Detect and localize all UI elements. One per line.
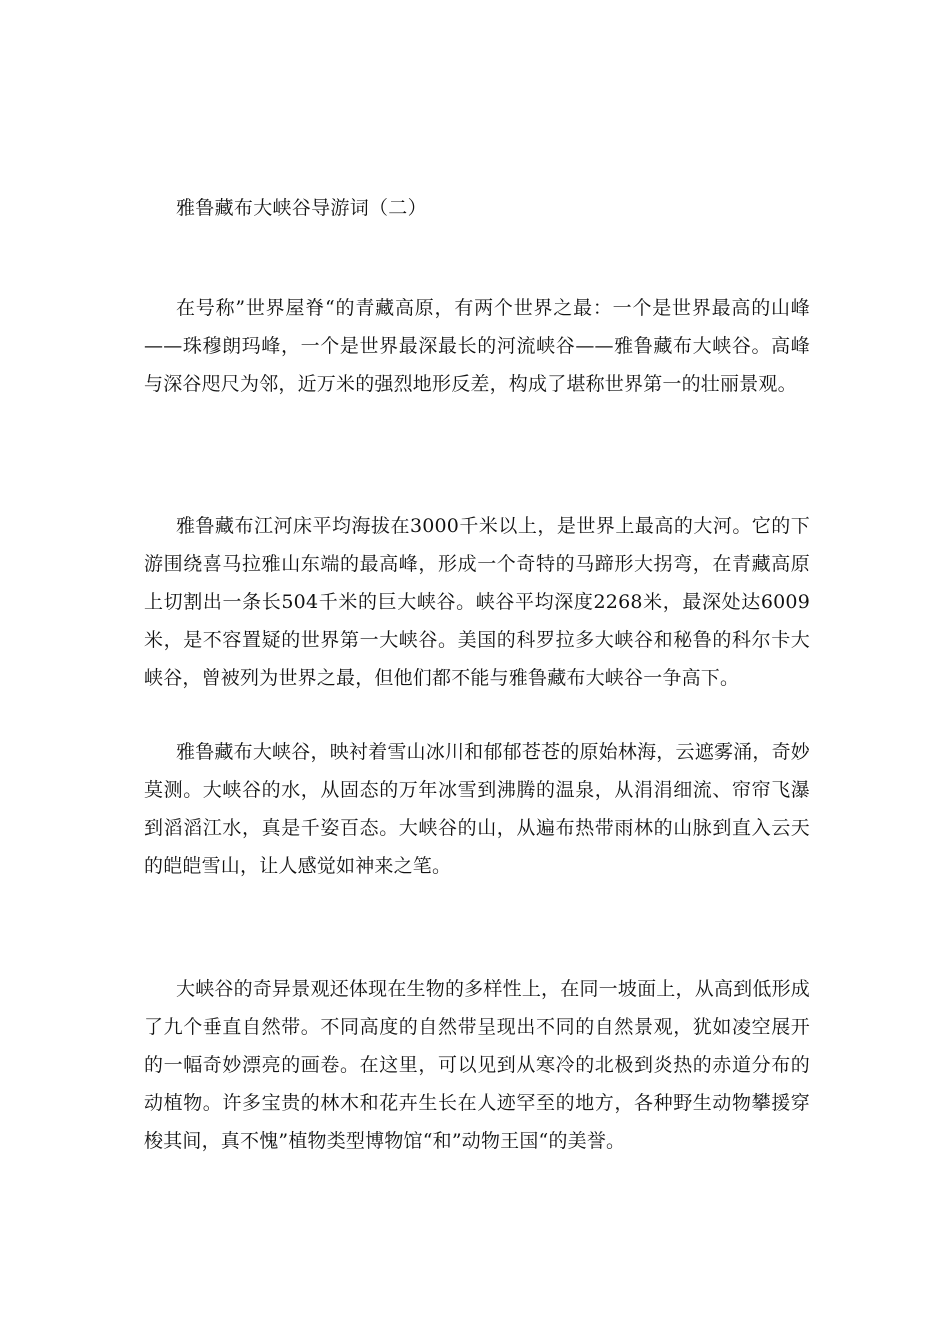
paragraph-2: 雅鲁藏布江河床平均海拔在3000千米以上，是世界上最高的大河。它的下游围绕喜马拉雅山东端的最高峰，形成一个奇特的马蹄形大拐弯，在青藏高原上切割出一条长504千米的巨大峡谷。峡谷平均深度2268米，最深处达6009米，是不容置疑的世界第一大峡谷。美国的科罗拉多大峡谷和秘鲁的科尔卡大峡谷，曾被列为世界之最，但他们都不能与雅鲁藏布大峡谷一争高下。: [144, 515, 810, 689]
paragraph-3: 雅鲁藏布大峡谷，映衬着雪山冰川和郁郁苍苍的原始林海，云遮雾涌，奇妙莫测。大峡谷的水，从固态的万年冰雪到沸腾的温泉，从涓涓细流、帘帘飞瀑到滔滔江水，真是千姿百态。大峡谷的山，从遍布热带雨林的山脉到直入云天的皑皑雪山，让人感觉如神来之笔。: [144, 741, 810, 877]
paragraph-4: 大峡谷的奇异景观还体现在生物的多样性上，在同一坡面上，从高到低形成了九个垂直自然带。不同高度的自然带呈现出不同的自然景观，犹如凌空展开的一幅奇妙漂亮的画卷。在这里，可以见到从寒冷的北极到炎热的赤道分布的动植物。许多宝贵的林木和花卉生长在人迹罕至的地方，各种野生动物攀援穿梭其间，真不愧”植物类型博物馆“和”动物王国“的美誉。: [144, 978, 810, 1152]
paragraph-1: 在号称”世界屋脊“的青藏高原，有两个世界之最：一个是世界最高的山峰——珠穆朗玛峰，一个是世界最深最长的河流峡谷——雅鲁藏布大峡谷。高峰与深谷咫尺为邻，近万米的强烈地形反差，构成了堪称世界第一的壮丽景观。: [144, 297, 810, 395]
document-title: 雅鲁藏布大峡谷导游词（二）: [176, 197, 427, 219]
